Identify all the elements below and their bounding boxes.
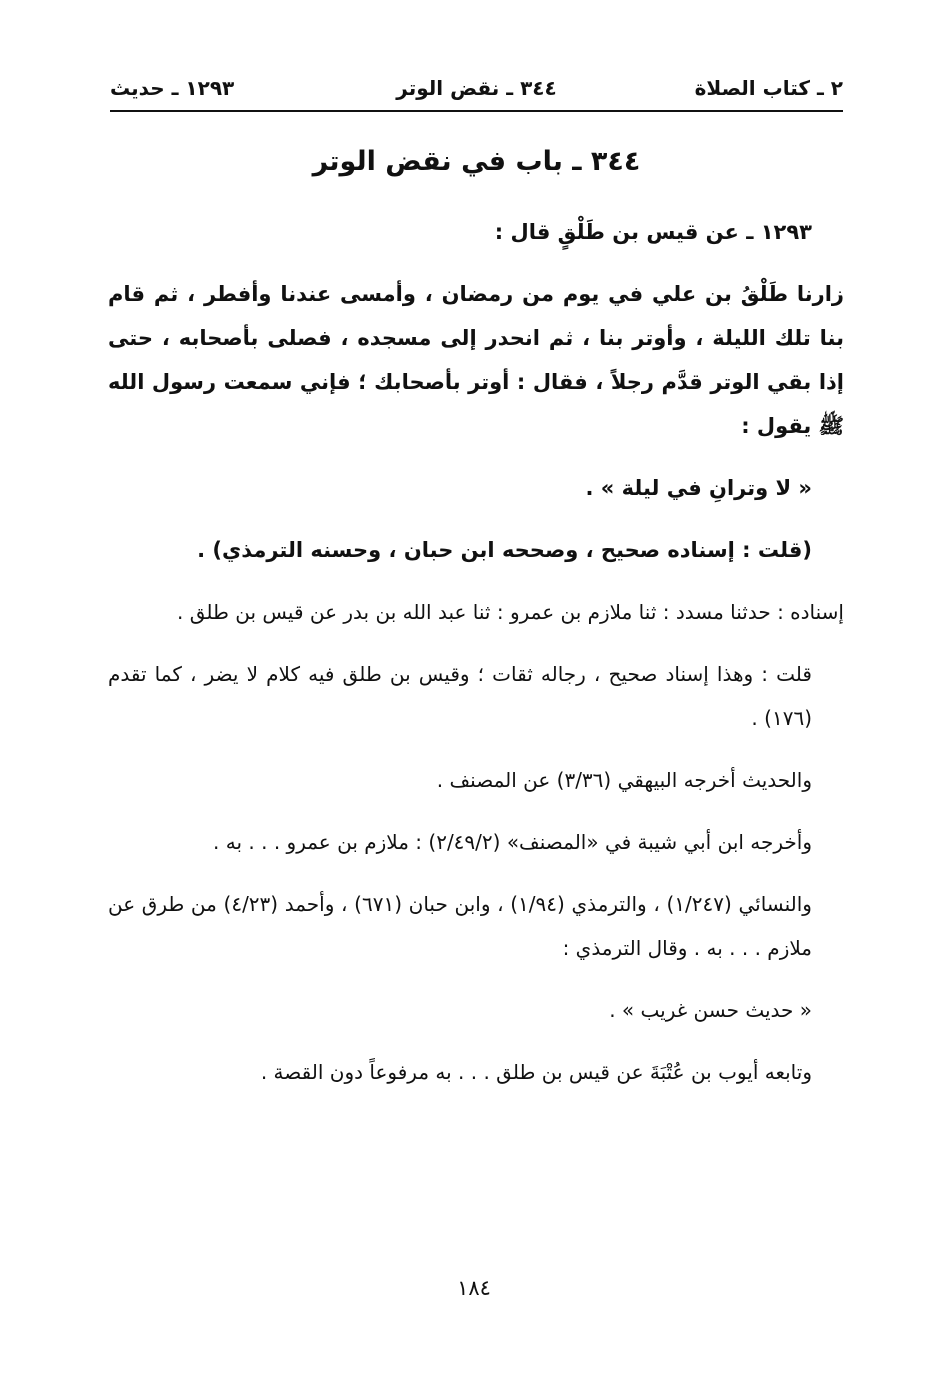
- header-hadith-number: ١٢٩٣ ـ حديث: [110, 76, 235, 100]
- header-divider: [110, 110, 843, 112]
- takhrij-bayhaqi: والحديث أخرجه البيهقي (٣/٣٦) عن المصنف .: [436, 768, 812, 792]
- hadith-intro: ١٢٩٣ ـ عن قيس بن طَلْقٍ قال :: [494, 220, 812, 244]
- header-book-section: ٢ ـ كتاب الصلاة: [694, 76, 843, 100]
- page-number: ١٨٤: [457, 1276, 491, 1300]
- page-body: [108, 210, 844, 1112]
- header-chapter: ٣٤٤ ـ نقض الوتر: [396, 76, 557, 100]
- isnad: إسناده : حدثنا مسدد : ثنا ملازم بن عمرو : ثنا عبد الله بن بدر عن قيس بن طلق .: [176, 600, 844, 624]
- follow-up-narration: وتابعه أيوب بن عُتْبَةَ عن قيس بن طلق . . . به مرفوعاً دون القصة .: [260, 1060, 812, 1084]
- chapter-title: ٣٤٤ ـ باب في نقض الوتر: [312, 146, 641, 177]
- comment: قلت : وهذا إسناد صحيح ، رجاله ثقات ؛ وقيس بن طلق فيه كلام لا يضر ، كما تقدم (١٧٦) .: [108, 662, 812, 730]
- verdict: (قلت : إسناده صحيح ، وصححه ابن حبان ، وحسنه الترمذي) .: [197, 538, 812, 562]
- running-header: [110, 72, 843, 112]
- tirmidhi-quote: « حديث حسن غريب » .: [609, 998, 812, 1022]
- hadith-quote: « لا وترانِ في ليلة » .: [585, 476, 812, 500]
- hadith-text: زارنا طَلْقُ بن علي في يوم من رمضان ، وأمسى عندنا وأفطر ، ثم قام بنا تلك الليلة ، وأوتر بنا ، ثم انحدر إلى مسجده ، فصلى بأصحابه ، حتى إذا بقي الوتر قدَّم رجلاً ، فقال : أوتر بأصحابك ؛ فإني سمعت رسول الله ﷺ يقول :: [108, 282, 844, 438]
- takhrij-nasai: والنسائي (١/٢٤٧) ، والترمذي (١/٩٤) ، وابن حبان (٦٧١) ، وأحمد (٤/٢٣) من طرق عن ملازم . . . به . وقال الترمذي :: [108, 892, 812, 960]
- takhrij-ibn-abi-shaybah: وأخرجه ابن أبي شيبة في «المصنف» (٢/٤٩/٢) : ملازم بن عمرو . . . به .: [213, 830, 812, 854]
